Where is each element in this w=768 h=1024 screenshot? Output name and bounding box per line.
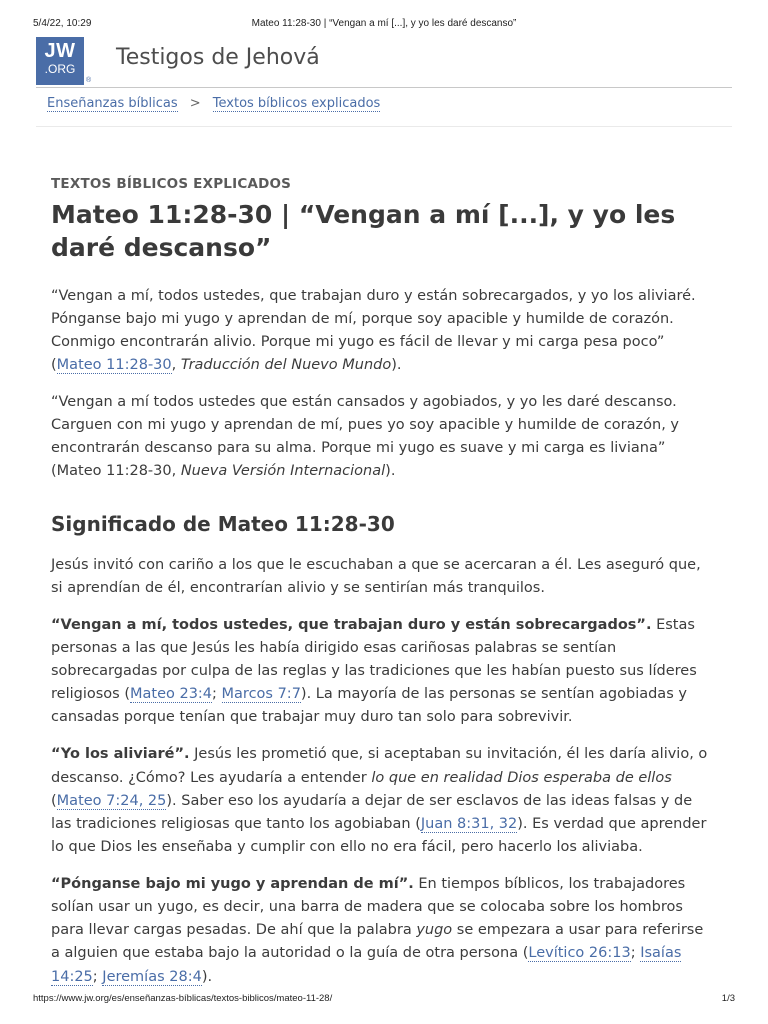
breadcrumb-link-ensenanzas[interactable]: Enseñanzas bíblicas <box>47 96 178 111</box>
paragraph-yugo-lead: “Pónganse bajo mi yugo y aprendan de mí”. <box>51 876 414 892</box>
site-header <box>36 37 732 88</box>
registered-mark: ® <box>86 77 92 84</box>
scripture-link-mateo-7-24[interactable]: Mateo 7:24, 25 <box>56 792 167 809</box>
print-page-number: 1/3 <box>721 993 735 1004</box>
print-date: 5/4/22, 10:29 <box>33 18 92 29</box>
section-heading: Significado de Mateo 11:28-30 <box>51 511 395 536</box>
paragraph-vengan-sep: ; <box>212 686 222 703</box>
article-kicker: TEXTOS BÍBLICOS EXPLICADOS <box>51 176 292 192</box>
paragraph-yugo-text1: En tiempos bíblicos, los trabajadores solían usar un yugo, es decir, una barra de madera que se colocaba sobre los hombros para llevar cargas pesadas. De ahí que la palabra <box>51 876 686 939</box>
paragraph-aliviare-text2: ( <box>51 792 57 809</box>
scripture-link-jeremias-28-4[interactable]: Jeremías 28:4 <box>102 968 202 985</box>
quote-tnm <box>51 285 716 378</box>
quote-tnm-end: ). <box>391 356 402 373</box>
breadcrumb-link-textos[interactable]: Textos bíblicos explicados <box>212 96 381 111</box>
paragraph-aliviare-lead: “Yo los aliviaré”. <box>51 746 190 763</box>
paragraph-vengan-lead: “Vengan a mí, todos ustedes, que trabajan duro y están sobrecargados”. <box>51 616 652 633</box>
quote-tnm-sep: , <box>171 356 181 373</box>
paragraph-aliviare-text1: Jesús les prometió que, si aceptaban su invitación, él les daría alivio, o descanso. ¿Cómo? Les ayudaría a entender <box>51 746 708 786</box>
paragraph-yugo-sep2: ; <box>92 968 103 985</box>
quote-nvi-end: ). <box>385 463 396 480</box>
paragraph-yugo-end: ). <box>201 968 213 985</box>
logo-jw-text: JW <box>44 40 76 62</box>
paragraph-aliviare <box>51 743 716 859</box>
print-url: https://www.jw.org/es/enseñanzas-bíblicas/textos-biblicos/mateo-11-28/ <box>33 993 333 1004</box>
scripture-link-marcos-7-7[interactable]: Marcos 7:7 <box>221 686 301 703</box>
paragraph-vengan <box>51 614 716 730</box>
paragraph-yugo-italic: yugo <box>416 922 453 939</box>
paragraph-vengan-text2: ). La mayoría de las personas se sentían agobiadas y cansadas porque tenían que trabajar muy duro tan solo para sobrevivir. <box>51 686 687 726</box>
article-content <box>51 176 716 1003</box>
scripture-link-juan-8-31[interactable]: Juan 8:31, 32 <box>420 815 518 832</box>
quote-tnm-source: Traducción del Nuevo Mundo <box>180 356 392 373</box>
paragraph-yugo <box>51 873 716 989</box>
print-document-title: Mateo 11:28-30 | “Vengan a mí [...], y yo les daré descanso” <box>251 18 517 29</box>
print-header <box>33 18 735 32</box>
quote-nvi-text: “Vengan a mí todos ustedes que están cansados y agobiados, y yo les daré descanso. Carguen con mi yugo y aprendan de mí, pues yo soy apacible y humilde de corazón, y encontrarán descanso para su alma. Porque mi yugo es suave y mi carga es liviana” (Mateo 11:28-30, <box>51 394 679 480</box>
breadcrumb <box>47 96 380 111</box>
scripture-link-mateo-23-4[interactable]: Mateo 23:4 <box>129 686 213 703</box>
paragraph-aliviare-italic: lo que en realidad Dios esperaba de ellos <box>371 769 672 786</box>
intro-paragraph: Jesús invitó con cariño a los que le escuchaban a que se acercaran a él. Les aseguró que, si aprendían de él, encontrarían alivio y se sentirían más tranquilos. <box>51 556 701 596</box>
paragraph-yugo-text2: se empezara a usar para referirse a alguien que estaba bajo la autoridad o la guía de otra persona ( <box>51 922 704 962</box>
breadcrumb-separator: > <box>189 96 201 111</box>
paragraph-aliviare-text3: ). Saber eso los ayudaría a dejar de ser esclavos de las ideas falsas y de las tradiciones religiosas que tanto los agobiaban ( <box>51 792 693 832</box>
header-divider <box>36 126 732 127</box>
site-name[interactable]: Testigos de Jehová <box>116 45 320 70</box>
jw-org-logo[interactable] <box>36 37 84 85</box>
quote-tnm-text: “Vengan a mí, todos ustedes, que trabajan duro y están sobrecargados, y yo los aliviaré. Pónganse bajo mi yugo y aprendan de mí, porque soy apacible y humilde de corazón. Conmigo encontrarán alivio. Porque mi yugo es fácil de llevar y mi carga pesa poco” ( <box>51 287 696 373</box>
quote-nvi-source: Nueva Versión Internacional <box>180 463 386 480</box>
page-title: Mateo 11:28-30 | “Vengan a mí [...], y yo les daré descanso” <box>51 200 676 263</box>
paragraph-aliviare-text4: ). Es verdad que aprender lo que Dios les enseñaba y cumplir con ello no era fácil, pero hacerlo los aliviaba. <box>51 815 707 855</box>
quote-nvi <box>51 391 716 484</box>
paragraph-vengan-text1: Estas personas a las que Jesús les había dirigido esas cariñosas palabras se sentían sobrecargadas por culpa de las reglas y las tradiciones que les habían puesto sus líderes religiosos ( <box>51 616 697 703</box>
scripture-link-levitico-26-13[interactable]: Levítico 26:13 <box>528 945 631 962</box>
scripture-link-mateo-11-28-30[interactable]: Mateo 11:28-30 <box>56 356 172 373</box>
paragraph-yugo-sep1: ; <box>630 945 641 962</box>
scripture-link-isaias-14-25[interactable]: Isaías 14:25 <box>51 945 682 985</box>
print-footer <box>33 993 735 1007</box>
logo-org-text: .ORG <box>44 62 76 76</box>
